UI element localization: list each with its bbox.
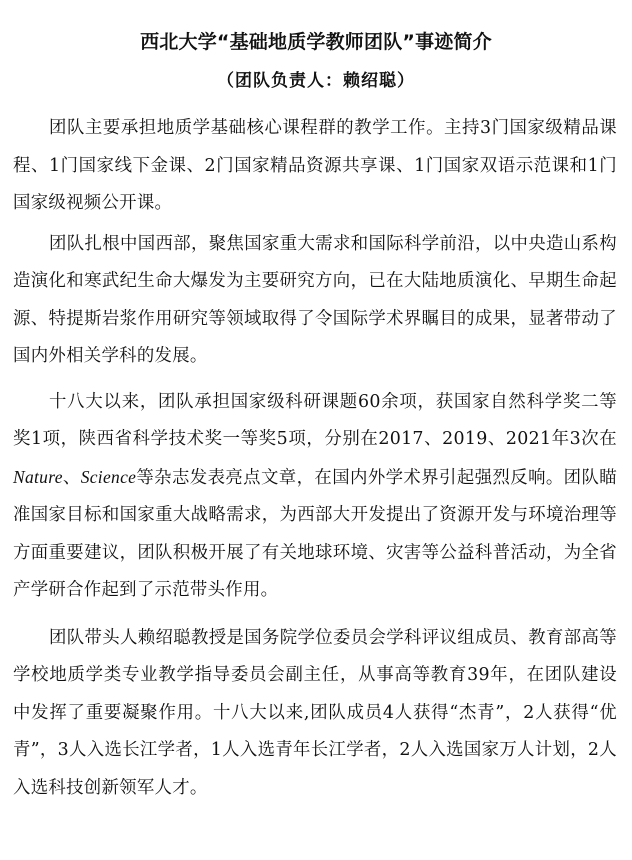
journal-separator: 、 (62, 467, 81, 488)
paragraph-achievements (13, 384, 617, 610)
journal-name-nature: Nature (13, 466, 63, 487)
paragraph-research: 团队扎根中国西部，聚焦国家重大需求和国际科学前沿，以中央造山系构造演化和寒武纪生命大爆发为主要研究方向，已在大陆地质演化、早期生命起源、特提斯岩浆作用研究等领域取得了令国际学术界瞩目的成果，显著带动了国内外相关学科的发展。 (13, 233, 617, 366)
paragraph-teaching: 团队主要承担地质学基础核心课程群的教学工作。主持3门国家级精品课程、1门国家线下金课、2门国家精品资源共享课、1门国家双语示范课和1门国家级视频公开课。 (13, 118, 617, 213)
journal-name-science: Science (80, 466, 137, 487)
paragraph-team-leader: 团队带头人赖绍聪教授是国务院学位委员会学科评议组成员、教育部高等学校地质学类专业教学指导委员会副主任，从事高等教育39年，在团队建设中发挥了重要凝聚作用。十八大以来,团队成员4人获得“杰青”，2人获得“优青”，3人入选长江学者，1人入选青年长江学者，2人入选国家万人计划，2人入选科技创新领军人才。 (13, 627, 617, 798)
achievements-text-before-journals: 十八大以来，团队承担国家级科研课题60余项，获国家自然科学奖二等奖1项，陕西省科学技术奖一等奖5项，分别在2017、2019、2021年3次在 (13, 391, 617, 449)
document-body (13, 110, 617, 807)
document-title: 西北大学“基础地质学教师团队”事迹简介 (140, 31, 492, 53)
achievements-text-after-journals: 等杂志发表亮点文章，在国内外学术界引起强烈反响。团队瞄准国家目标和国家重大战略需求，为西部大开发提出了资源开发与环境治理等方面重要建议，团队积极开展了有关地球环境、灾害等公益科普活动，为全省产学研合作起到了示范带头作用。 (13, 467, 617, 600)
team-leader-subtitle: （团队负责人：赖绍聪） (217, 71, 415, 91)
